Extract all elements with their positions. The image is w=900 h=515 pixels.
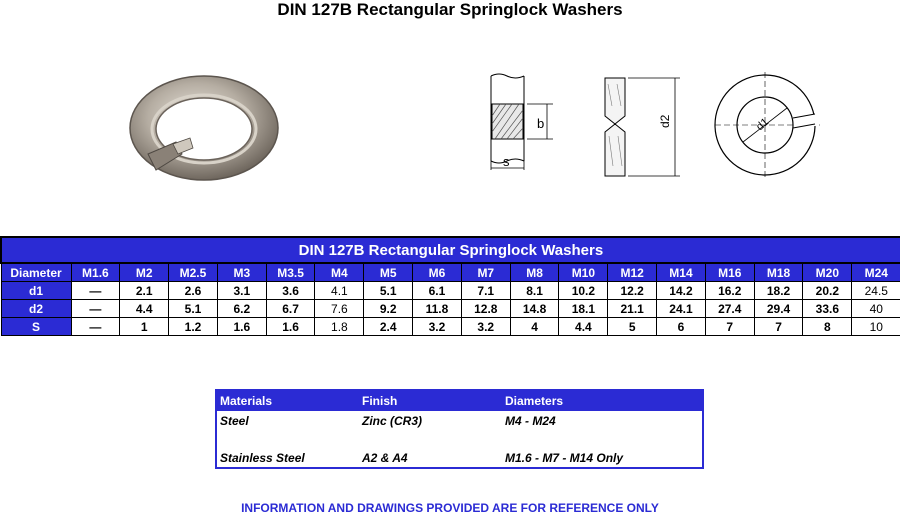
materials-row	[216, 449, 703, 468]
materials-header-row	[216, 390, 703, 411]
size-cell: M6	[413, 263, 462, 282]
spec-header-row	[1, 263, 900, 282]
value-cell: 2.4	[364, 318, 413, 336]
washer-technical-drawing	[475, 66, 830, 188]
material-cell: Stainless Steel	[220, 451, 305, 465]
value-cell: 12.8	[461, 300, 510, 318]
value-cell: 3.2	[413, 318, 462, 336]
value-cell: 6	[657, 318, 706, 336]
finish-cell: Zinc (CR3)	[362, 414, 422, 428]
value-cell: 16.2	[705, 282, 754, 300]
value-cell: 7	[705, 318, 754, 336]
value-cell: 6.7	[266, 300, 315, 318]
spacer-row	[216, 431, 703, 449]
value-cell: 14.2	[657, 282, 706, 300]
drawing-label-d2: d2	[658, 114, 672, 128]
size-cell: M16	[705, 263, 754, 282]
size-cell: M2.5	[169, 263, 218, 282]
size-cell: M10	[559, 263, 608, 282]
value-cell: 3.2	[461, 318, 510, 336]
size-cell: M18	[754, 263, 803, 282]
drawing-label-s: s	[503, 154, 510, 169]
value-cell: 5.1	[364, 282, 413, 300]
value-cell: 24.5	[852, 282, 900, 300]
value-cell: —	[71, 318, 120, 336]
value-cell: 10	[852, 318, 900, 336]
row-label: S	[1, 318, 71, 336]
value-cell: 18.1	[559, 300, 608, 318]
material-cell: Steel	[220, 414, 249, 428]
value-cell: 1.6	[217, 318, 266, 336]
size-cell: M4	[315, 263, 364, 282]
value-cell: 29.4	[754, 300, 803, 318]
value-cell: 7	[754, 318, 803, 336]
header-label: Diameter	[1, 263, 71, 282]
value-cell: 3.1	[217, 282, 266, 300]
washer-photo	[118, 66, 293, 190]
size-cell: M5	[364, 263, 413, 282]
value-cell: 1.2	[169, 318, 218, 336]
materials-table	[215, 389, 704, 469]
value-cell: 24.1	[657, 300, 706, 318]
value-cell: 40	[852, 300, 900, 318]
value-cell: 4.4	[120, 300, 169, 318]
drawing-label-d1: d1	[754, 116, 772, 134]
materials-header: Materials	[216, 390, 359, 411]
value-cell: 7.1	[461, 282, 510, 300]
value-cell: 21.1	[608, 300, 657, 318]
materials-row	[216, 411, 703, 431]
value-cell: —	[71, 300, 120, 318]
value-cell: 4	[510, 318, 559, 336]
value-cell: 10.2	[559, 282, 608, 300]
disclaimer-footer: INFORMATION AND DRAWINGS PROVIDED ARE FOR REFERENCE ONLY	[241, 501, 659, 515]
value-cell: 1.6	[266, 318, 315, 336]
value-cell: 6.1	[413, 282, 462, 300]
value-cell: 6.2	[217, 300, 266, 318]
value-cell: 3.6	[266, 282, 315, 300]
diameters-cell: M4 - M24	[505, 414, 556, 428]
diameters-cell: M1.6 - M7 - M14 Only	[505, 451, 624, 465]
size-cell: M1.6	[71, 263, 120, 282]
value-cell: 14.8	[510, 300, 559, 318]
finish-cell: A2 & A4	[362, 451, 408, 465]
value-cell: 8.1	[510, 282, 559, 300]
spec-table-caption: DIN 127B Rectangular Springlock Washers	[1, 237, 900, 263]
drawing-label-b: b	[537, 116, 545, 131]
row-label: d1	[1, 282, 71, 300]
size-cell: M12	[608, 263, 657, 282]
value-cell: 5	[608, 318, 657, 336]
value-cell: 2.1	[120, 282, 169, 300]
value-cell: 8	[803, 318, 852, 336]
value-cell: 2.6	[169, 282, 218, 300]
spec-row-s	[1, 318, 900, 336]
size-cell: M3.5	[266, 263, 315, 282]
size-cell: M14	[657, 263, 706, 282]
value-cell: 12.2	[608, 282, 657, 300]
row-label: d2	[1, 300, 71, 318]
size-cell: M8	[510, 263, 559, 282]
value-cell: 4.1	[315, 282, 364, 300]
spec-table	[0, 236, 900, 336]
spec-row-d2	[1, 300, 900, 318]
value-cell: 27.4	[705, 300, 754, 318]
size-cell: M3	[217, 263, 266, 282]
value-cell: 1.8	[315, 318, 364, 336]
size-cell: M24	[852, 263, 900, 282]
page-title: DIN 127B Rectangular Springlock Washers	[277, 0, 623, 19]
value-cell: 11.8	[413, 300, 462, 318]
value-cell: —	[71, 282, 120, 300]
size-cell: M2	[120, 263, 169, 282]
value-cell: 20.2	[803, 282, 852, 300]
size-cell: M20	[803, 263, 852, 282]
value-cell: 9.2	[364, 300, 413, 318]
value-cell: 33.6	[803, 300, 852, 318]
diameters-header: Diameters	[502, 390, 703, 411]
value-cell: 7.6	[315, 300, 364, 318]
finish-header: Finish	[359, 390, 502, 411]
spec-row-d1	[1, 282, 900, 300]
value-cell: 4.4	[559, 318, 608, 336]
value-cell: 1	[120, 318, 169, 336]
value-cell: 18.2	[754, 282, 803, 300]
size-cell: M7	[461, 263, 510, 282]
value-cell: 5.1	[169, 300, 218, 318]
